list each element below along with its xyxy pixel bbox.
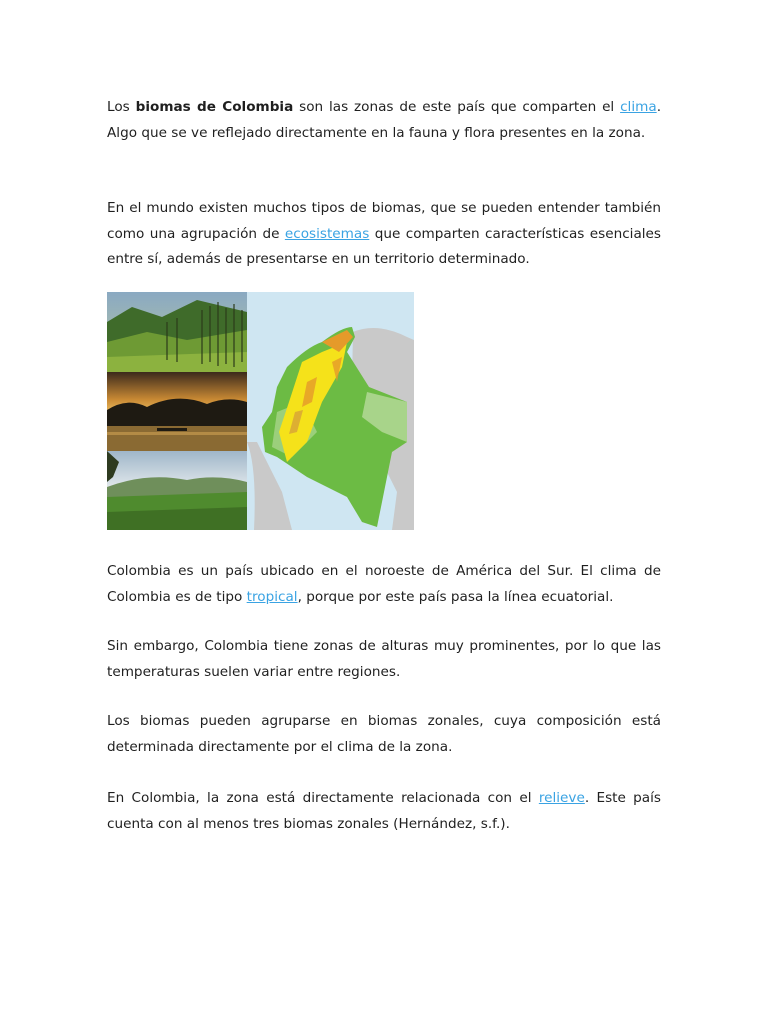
paragraph-altitude	[107, 634, 661, 685]
text-run: En el mundo existen muchos tipos de biomas, que se pueden entender también como una agrupación de	[107, 200, 661, 242]
link-clima[interactable]: clima	[620, 99, 657, 115]
palm-forest-photo	[107, 292, 247, 372]
text-run: Sin embargo, Colombia tiene zonas de alturas muy prominentes, por lo que las temperaturas suelen variar entre regiones.	[107, 638, 661, 680]
link-relieve[interactable]: relieve	[538, 790, 585, 806]
colombia-biome-map	[247, 292, 414, 530]
text-run: Los	[107, 99, 136, 115]
paragraph-relief	[107, 786, 661, 837]
text-run: Los biomas pueden agruparse en biomas zonales, cuya composición está determinada directamente por el clima de la zona.	[107, 713, 661, 755]
text-run: . Algo que se ve reflejado directamente en la fauna y flora presentes en la zona.	[107, 99, 662, 141]
link-tropical[interactable]: tropical	[246, 588, 298, 605]
paragraph-location	[107, 559, 661, 610]
bold-term: biomas de Colombia	[135, 99, 294, 115]
text-run: . Este país cuenta con al menos tres biomas zonales (Hernández, s.f.).	[107, 790, 661, 832]
text-run: , porque por este país pasa la línea ecuatorial.	[297, 588, 614, 605]
link-ecosistemas[interactable]: ecosistemas	[284, 225, 370, 242]
valley-landscape-photo	[107, 451, 247, 530]
biomes-figure	[107, 292, 414, 530]
text-run: Colombia es un país ubicado en el noroeste de América del Sur. El clima de Colombia es de tipo	[107, 563, 661, 605]
text-run: En Colombia, la zona está directamente relacionada con el	[107, 790, 539, 806]
paragraph-intro	[107, 95, 661, 146]
paragraph-zonal-biomes	[107, 709, 661, 760]
sunset-lake-photo	[107, 372, 247, 451]
paragraph-biome-types	[107, 196, 661, 273]
text-run: son las zonas de este país que comparten el	[293, 99, 621, 115]
text-run: que comparten características esenciales entre sí, además de presentarse en un territorio determinado.	[107, 225, 662, 267]
